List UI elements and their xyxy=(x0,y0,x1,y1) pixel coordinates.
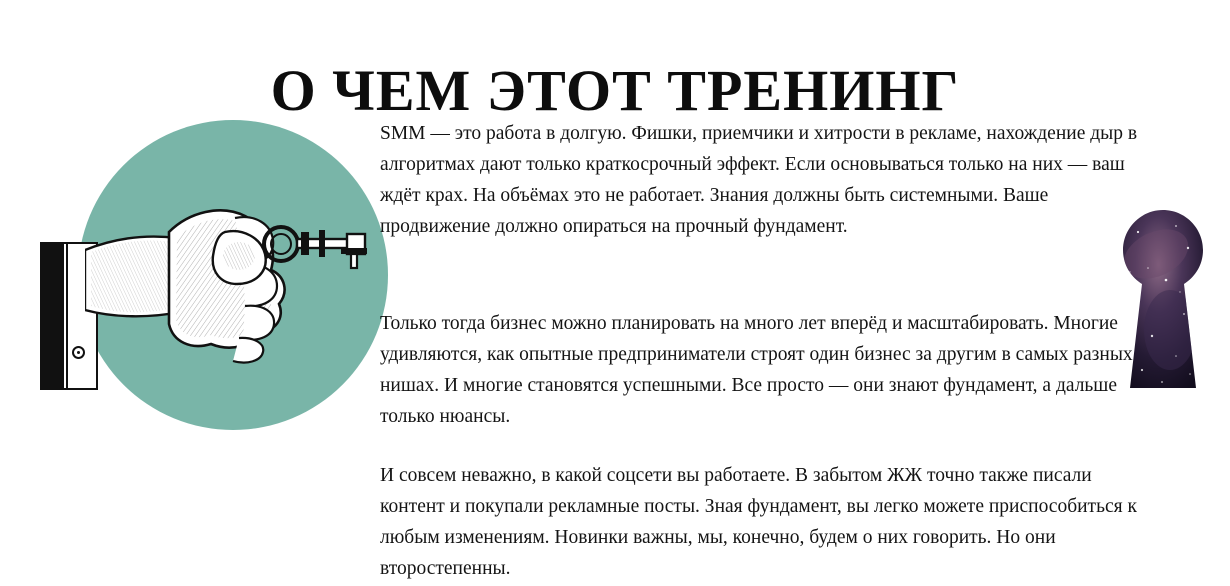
cuff-button-icon xyxy=(72,346,85,359)
hand-key-illustration xyxy=(40,112,370,442)
paragraph-1: SMM — это работа в долгую. Фишки, приемчики и хитрости в рекламе, нахождение дыр в алгоритмах дают только краткосрочный эффект. Если основываться только на них — ваш ждёт крах. На объёмах это не работает. Знания должны быть системными. Ваше продвижение должно опираться на прочный фундамент. xyxy=(380,123,1138,237)
paragraph-spacer-1 xyxy=(380,242,1150,308)
page-title: О ЧЕМ ЭТОТ ТРЕНИНГ xyxy=(270,57,960,123)
hand-with-key-drawing xyxy=(85,172,375,382)
paragraph-2: Только тогда бизнес можно планировать на много лет вперёд и масштабировать. Многие удивляются, как опытные предприниматели строят один бизнес за другим в самых разных нишах. И многие становятся успешными. Все просто — они знают фундамент, а дальше только нюансы. xyxy=(380,313,1133,427)
shirt-cuff-dark-band xyxy=(40,242,64,390)
paragraph-3: И совсем неважно, в какой соцсети вы работаете. В забытом ЖЖ точно также писали контент и покупали рекламные посты. Зная фундамент, вы легко можете приспособиться к любым изменениям. Новинки важны, мы, конечно, будем о них говорить. Но они второстепенны. xyxy=(380,465,1137,579)
article-body xyxy=(380,118,1150,584)
paragraph-spacer-2 xyxy=(380,432,1150,460)
shirt-cuff-seam xyxy=(66,242,68,390)
